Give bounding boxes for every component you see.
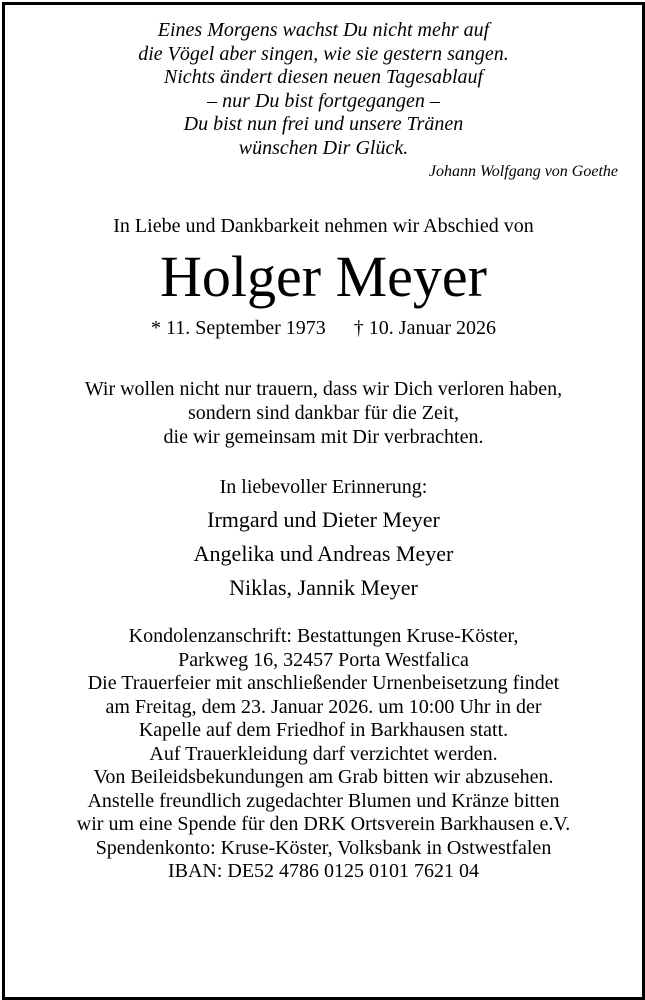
poem-line: Nichts ändert diesen neuen Tagesablauf bbox=[163, 66, 484, 88]
donation-line: wir um eine Spende für den DRK Ortsverein Barkhausen e.V. bbox=[76, 813, 571, 835]
donation-line: Anstelle freundlich zugedachter Blumen und Kränze bitten bbox=[87, 789, 560, 812]
deceased-name: Holger Meyer bbox=[160, 244, 487, 309]
funeral-info bbox=[5, 625, 642, 884]
poem-line: Du bist nun frei und unsere Tränen bbox=[183, 113, 464, 135]
life-dates bbox=[5, 316, 642, 340]
address-line: Kondolenzanschrift: Bestattungen Kruse-Köster, bbox=[128, 625, 519, 647]
poem-line: Eines Morgens wachst Du nicht mehr auf bbox=[157, 19, 490, 41]
ceremony-line: Auf Trauerkleidung darf verzichtet werden. bbox=[149, 742, 498, 765]
memorial-quote bbox=[5, 377, 642, 449]
poem-author: Johann Wolfgang von Goethe bbox=[428, 163, 618, 180]
ceremony-line: Von Beileidsbekundungen am Grab bitten wir abzusehen. bbox=[93, 766, 554, 788]
quote-line: die wir gemeinsam mit Dir verbrachten. bbox=[163, 426, 484, 448]
family-member: Irmgard und Dieter Meyer bbox=[207, 507, 440, 532]
poem-line: die Vögel aber singen, wie sie gestern sangen. bbox=[138, 42, 509, 65]
donation-line: Spendenkonto: Kruse-Köster, Volksbank in Ostwestfalen bbox=[95, 836, 552, 859]
birth-date: * 11. September 1973 bbox=[151, 317, 326, 339]
farewell-intro: In Liebe und Dankbarkeit nehmen wir Abschied von bbox=[113, 215, 534, 237]
ceremony-line: am Freitag, dem 23. Januar 2026. um 10:00 Uhr in der bbox=[105, 695, 542, 718]
poem bbox=[5, 19, 642, 160]
quote-line: Wir wollen nicht nur trauern, dass wir Dich verloren haben, bbox=[84, 378, 563, 400]
family-member: Angelika und Andreas Meyer bbox=[193, 541, 454, 566]
ceremony-line: Die Trauerfeier mit anschließender Urnenbeisetzung findet bbox=[87, 672, 560, 694]
poem-line: wünschen Dir Glück. bbox=[238, 136, 409, 159]
ceremony-line: Kapelle auf dem Friedhof in Barkhausen statt. bbox=[138, 719, 509, 741]
poem-line: – nur Du bist fortgegangen – bbox=[207, 89, 440, 112]
family-list bbox=[5, 503, 642, 605]
iban-line: IBAN: DE52 4786 0125 0101 7621 04 bbox=[167, 860, 480, 882]
address-line: Parkweg 16, 32457 Porta Westfalica bbox=[178, 648, 469, 671]
death-date: † 10. Januar 2026 bbox=[353, 317, 496, 339]
quote-line: sondern sind dankbar für die Zeit, bbox=[187, 402, 460, 424]
memory-intro: In liebevoller Erinnerung: bbox=[219, 476, 428, 498]
obituary-notice bbox=[2, 2, 645, 1000]
family-member: Niklas, Jannik Meyer bbox=[229, 575, 418, 600]
